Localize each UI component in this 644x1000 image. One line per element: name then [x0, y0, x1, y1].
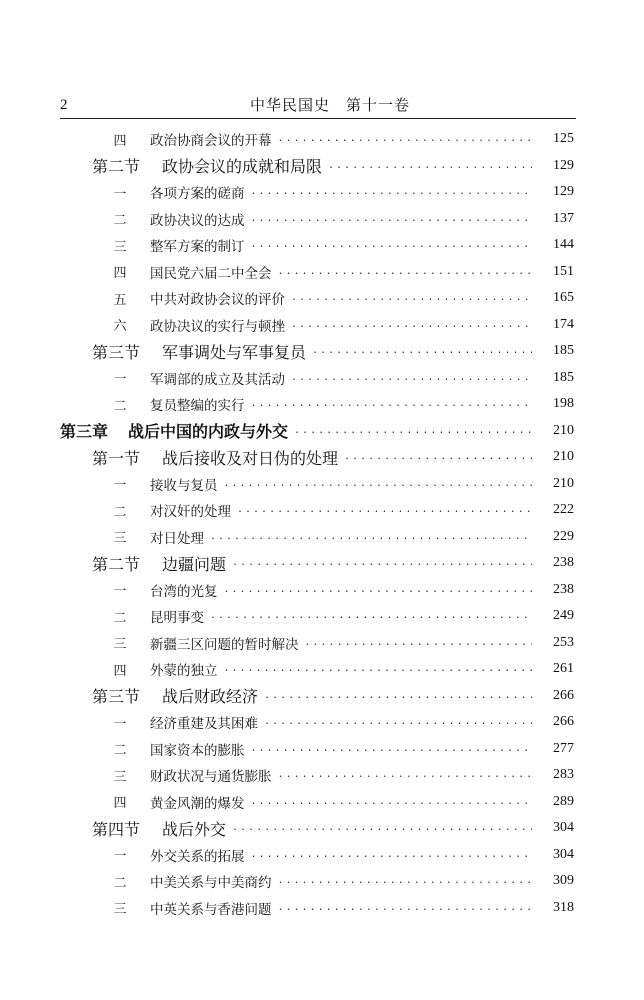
toc-entry-title: 各项方案的磋商	[150, 186, 245, 202]
toc-entry-item	[0, 365, 574, 391]
toc-entry-title: 政协决议的达成	[150, 212, 245, 229]
toc-entry-item	[0, 126, 574, 152]
dot-leader	[344, 444, 532, 470]
dot-leader	[278, 895, 533, 921]
dot-leader	[210, 603, 532, 629]
header-rule	[60, 118, 576, 119]
toc-entry-number: 三	[113, 902, 127, 917]
toc-entry-title: 政治协商会议的开幕	[150, 133, 272, 149]
toc-entry-title: 整军方案的制订	[150, 239, 245, 255]
toc-entry-number: 一	[113, 372, 127, 387]
dot-leader	[251, 736, 533, 762]
page-number: 2	[60, 97, 68, 113]
toc-entry-page: 210	[553, 449, 574, 464]
toc-entry-title: 战后中国的内政与外交	[128, 422, 289, 441]
toc-entry-page: 174	[553, 316, 574, 332]
toc-entry-number: 三	[113, 769, 127, 785]
toc-entry-title: 边疆问题	[162, 554, 227, 574]
toc-entry-page: 185	[553, 369, 574, 385]
toc-entry-number: 二	[113, 398, 127, 414]
toc-entry-number: 第三章	[60, 422, 109, 441]
toc-entry-title: 台湾的光复	[150, 583, 218, 600]
toc-entry-page: 289	[553, 793, 574, 809]
toc-entry-number: 四	[113, 133, 127, 149]
dot-leader	[237, 497, 532, 523]
toc-entry-section	[0, 338, 574, 364]
toc-entry-page: 210	[553, 475, 574, 491]
toc-entry-item	[0, 179, 574, 205]
toc-entry-number: 一	[113, 584, 127, 599]
toc-entry-item	[0, 524, 574, 550]
dot-leader	[224, 471, 533, 497]
toc-entry-title: 经济重建及其困难	[150, 716, 258, 732]
toc-entry-number: 三	[113, 239, 127, 255]
toc-entry-item	[0, 895, 574, 921]
toc-entry-number: 一	[113, 186, 127, 202]
toc-entry-number: 六	[113, 319, 127, 334]
toc-entry-page: 283	[553, 767, 574, 782]
toc-entry-title: 战后接收及对日伪的处理	[162, 448, 339, 468]
toc-entry-item	[0, 285, 574, 311]
toc-entry-number: 四	[113, 796, 127, 811]
toc-entry-section	[0, 153, 574, 179]
toc-entry-title: 政协决议的实行与顿挫	[150, 318, 285, 335]
toc-entry-title: 对日处理	[150, 530, 204, 547]
toc-entry-page: 266	[553, 687, 574, 703]
dot-leader	[291, 312, 532, 338]
dot-leader	[232, 550, 532, 576]
toc-entry-number: 三	[113, 637, 127, 652]
toc-entry-item	[0, 630, 574, 656]
toc-entry-item	[0, 259, 574, 285]
dot-leader	[305, 630, 533, 656]
toc-entry-title: 军调部的成立及其活动	[150, 371, 285, 388]
toc-entry-number: 二	[113, 743, 127, 758]
dot-leader	[328, 153, 532, 179]
toc-entry-chapter	[0, 418, 574, 444]
toc-entry-item	[0, 868, 574, 894]
toc-entry-number: 一	[113, 716, 127, 732]
toc-entry-title: 战后外交	[162, 819, 227, 839]
toc-entry-item	[0, 206, 574, 232]
dot-leader	[251, 789, 533, 815]
toc-entry-number: 二	[113, 213, 127, 228]
toc-entry-page: 238	[553, 581, 574, 597]
dot-leader	[251, 842, 533, 868]
toc-entry-section	[0, 683, 574, 709]
toc-entry-page: 151	[553, 263, 574, 279]
toc-entry-title: 新疆三区问题的暂时解决	[150, 636, 299, 653]
toc-entry-page: 253	[553, 634, 574, 650]
toc-entry-page: 238	[553, 555, 574, 570]
toc-entry-title: 政协会议的成就和局限	[162, 157, 323, 176]
toc-entry-number: 二	[113, 504, 127, 520]
page-header	[60, 94, 576, 116]
toc-entry-item	[0, 603, 574, 629]
toc-entry-item	[0, 789, 574, 815]
toc-entry-title: 黄金风潮的爆发	[150, 795, 245, 812]
toc-entry-number: 第三节	[92, 687, 141, 706]
toc-entry-number: 第二节	[92, 554, 141, 574]
toc-entry-page: 129	[553, 184, 574, 199]
dot-leader	[251, 179, 533, 205]
toc-entry-number: 一	[113, 478, 127, 493]
toc-entry-item	[0, 577, 574, 603]
toc-entry-title: 国家资本的膨胀	[150, 742, 245, 759]
toc-entry-page: 261	[553, 661, 574, 676]
toc-entry-title: 中共对政协会议的评价	[150, 292, 285, 308]
toc-entry-number: 五	[113, 292, 127, 308]
dot-leader	[278, 762, 533, 788]
toc-entry-page: 249	[553, 608, 574, 623]
toc-entry-section	[0, 444, 574, 470]
toc-entry-item	[0, 656, 574, 682]
toc-entry-page: 222	[553, 502, 574, 517]
toc-entry-title: 中英关系与香港问题	[150, 901, 272, 918]
toc-entry-page: 144	[553, 237, 574, 252]
toc-entry-section	[0, 550, 574, 576]
toc-entry-item	[0, 762, 574, 788]
toc-entry-title: 中美关系与中美商约	[150, 875, 272, 891]
toc-entry-item	[0, 471, 574, 497]
dot-leader	[210, 524, 532, 550]
toc-entry-item	[0, 232, 574, 258]
toc-entry-number: 一	[113, 849, 127, 864]
running-title: 中华民国史 第十一卷	[250, 96, 411, 114]
toc-entry-page: 266	[553, 714, 574, 729]
toc-entry-title: 外蒙的独立	[150, 663, 218, 679]
dot-leader	[291, 285, 532, 311]
toc-entry-item	[0, 391, 574, 417]
toc-entry-item	[0, 842, 574, 868]
toc-entry-title: 国民党六届二中全会	[150, 265, 272, 282]
toc-entry-number: 第三节	[92, 342, 141, 362]
toc-entry-page: 129	[553, 157, 574, 173]
toc-entry-page: 185	[553, 343, 574, 358]
dot-leader	[251, 206, 533, 232]
toc-entry-title: 复员整编的实行	[150, 398, 245, 414]
toc-entry-number: 二	[113, 875, 127, 891]
dot-leader	[264, 683, 532, 709]
dot-leader	[251, 391, 533, 417]
toc-entry-title: 战后财政经济	[162, 687, 259, 706]
dot-leader	[224, 656, 533, 682]
dot-leader	[278, 126, 533, 152]
toc-entry-section	[0, 815, 574, 841]
toc-entry-page: 165	[553, 290, 574, 305]
dot-leader	[312, 338, 532, 364]
dot-leader	[232, 815, 532, 841]
toc-entry-number: 第四节	[92, 819, 141, 839]
toc-entry-title: 外交关系的拓展	[150, 848, 245, 865]
toc-entry-title: 财政状况与通货膨胀	[150, 769, 272, 785]
toc-entry-page: 277	[553, 740, 574, 756]
toc-entry-number: 四	[113, 663, 127, 679]
toc-entry-item	[0, 709, 574, 735]
dot-leader	[224, 577, 533, 603]
toc-entry-number: 四	[113, 266, 127, 281]
toc-entry-number: 三	[113, 531, 127, 546]
toc-entry-page: 309	[553, 873, 574, 888]
toc-entry-page: 304	[553, 846, 574, 862]
toc-entry-item	[0, 736, 574, 762]
toc-entry-title: 军事调处与军事复员	[162, 342, 307, 362]
toc-entry-item	[0, 312, 574, 338]
toc-entry-page: 304	[553, 820, 574, 835]
toc-entry-number: 第二节	[92, 157, 141, 176]
dot-leader	[278, 868, 533, 894]
dot-leader	[294, 418, 532, 444]
toc-entry-page: 137	[553, 210, 574, 226]
toc-entry-item	[0, 497, 574, 523]
toc-entry-page: 198	[553, 396, 574, 411]
toc-entry-page: 318	[553, 899, 574, 915]
toc-entry-number: 二	[113, 610, 127, 626]
dot-leader	[251, 232, 533, 258]
toc-entry-title: 昆明事变	[150, 610, 204, 626]
toc-entry-page: 210	[553, 422, 574, 438]
toc-entry-page: 125	[553, 131, 574, 146]
dot-leader	[291, 365, 532, 391]
dot-leader	[278, 259, 533, 285]
toc-entry-number: 第一节	[92, 448, 141, 468]
toc-entry-page: 229	[553, 528, 574, 544]
dot-leader	[264, 709, 532, 735]
toc-entry-title: 接收与复员	[150, 477, 218, 494]
toc-entry-title: 对汉奸的处理	[150, 504, 231, 520]
